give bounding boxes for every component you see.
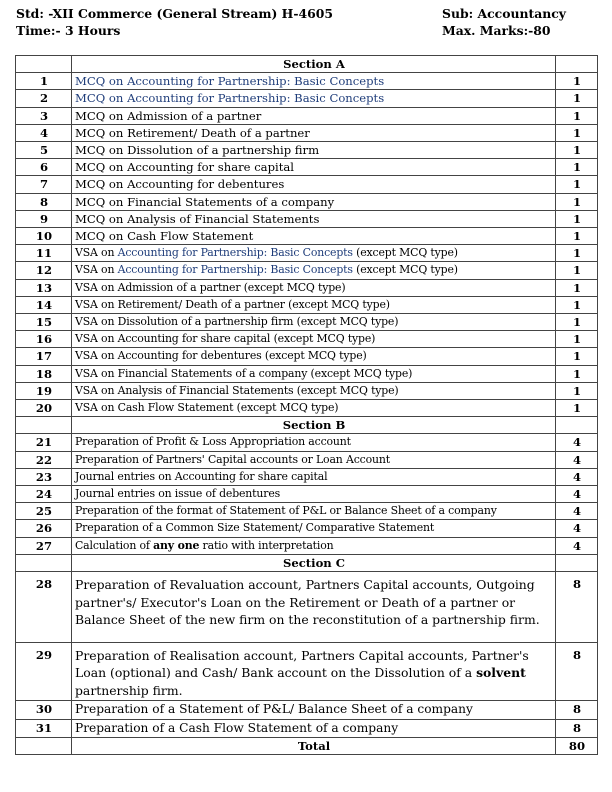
question-description [72, 228, 556, 245]
description-text: VSA on Financial Statements of a company (except MCQ type) [75, 366, 413, 380]
marks-cell: 1 [556, 262, 598, 279]
question-number: 20 [16, 400, 72, 417]
table-row [16, 382, 598, 399]
table-row [16, 142, 598, 159]
table-row [16, 434, 598, 451]
marks-cell: 8 [556, 719, 598, 738]
table-row [16, 520, 598, 537]
table-row [16, 107, 598, 124]
table-row [16, 193, 598, 210]
question-description: Preparation of the format of Statement of P&L or Balance Sheet of a company [72, 503, 556, 520]
total-marks: 80 [556, 738, 598, 755]
question-number: 29 [16, 642, 72, 701]
question-description [72, 642, 556, 701]
table-row [16, 331, 598, 348]
description-text: MCQ on Financial Statements of a company [75, 194, 335, 209]
section-c-heading: Section C [72, 554, 556, 571]
question-description [72, 279, 556, 296]
question-number: 2 [16, 90, 72, 107]
max-marks-label: Max. Marks:-80 [442, 23, 551, 38]
marks-cell: 1 [556, 107, 598, 124]
description-text: VSA on Dissolution of a partnership firm (except MCQ type) [75, 315, 399, 329]
question-description [72, 159, 556, 176]
marks-cell: 1 [556, 124, 598, 141]
question-number: 30 [16, 701, 72, 720]
total-row [16, 738, 598, 755]
question-number: 18 [16, 365, 72, 382]
table-row [16, 486, 598, 503]
question-number: 28 [16, 572, 72, 643]
description-text: VSA on Analysis of Financial Statements (except MCQ type) [75, 383, 399, 397]
total-label: Total [72, 738, 556, 755]
blueprint-table [15, 55, 598, 755]
description-text: VSA on [75, 263, 118, 277]
description-text: MCQ on Dissolution of a partnership firm [75, 143, 320, 158]
marks-cell: 8 [556, 642, 598, 701]
question-description [72, 365, 556, 382]
description-text: MCQ on Analysis of Financial Statements [75, 211, 320, 226]
question-description [72, 314, 556, 331]
subject-label: Sub: Accountancy [442, 6, 566, 21]
question-description [72, 262, 556, 279]
marks-cell: 4 [556, 503, 598, 520]
table-row [16, 537, 598, 554]
question-description: Preparation of Profit & Loss Appropriation account [72, 434, 556, 451]
question-number: 6 [16, 159, 72, 176]
marks-cell: 1 [556, 193, 598, 210]
question-description: Preparation of a Cash Flow Statement of a company [72, 719, 556, 738]
question-number: 14 [16, 296, 72, 313]
question-description: Preparation of a Common Size Statement/ Comparative Statement [72, 520, 556, 537]
marks-cell: 1 [556, 296, 598, 313]
highlighted-topic: MCQ on Accounting for Partnership: Basic Concepts [75, 91, 385, 106]
question-description [72, 210, 556, 227]
empty-cell [16, 738, 72, 755]
question-number: 13 [16, 279, 72, 296]
table-row [16, 400, 598, 417]
table-row [16, 124, 598, 141]
table-row [16, 228, 598, 245]
marks-cell: 1 [556, 176, 598, 193]
time-label: Time:- 3 Hours [16, 23, 121, 38]
section-a-row [16, 56, 598, 73]
marks-cell: 4 [556, 486, 598, 503]
marks-cell: 4 [556, 537, 598, 554]
question-number: 31 [16, 719, 72, 738]
description-text: VSA on Retirement/ Death of a partner (except MCQ type) [75, 297, 390, 311]
question-number: 26 [16, 520, 72, 537]
description-suffix: (except MCQ type) [352, 263, 458, 277]
question-number: 4 [16, 124, 72, 141]
question-number: 8 [16, 193, 72, 210]
table-row [16, 159, 598, 176]
question-number: 5 [16, 142, 72, 159]
question-description [72, 107, 556, 124]
table-row [16, 90, 598, 107]
table-row [16, 451, 598, 468]
question-number: 23 [16, 468, 72, 485]
table-row [16, 262, 598, 279]
description-text: VSA on [75, 246, 118, 260]
question-description [72, 90, 556, 107]
marks-cell: 1 [556, 314, 598, 331]
question-number: 22 [16, 451, 72, 468]
question-description: Journal entries on Accounting for share capital [72, 468, 556, 485]
table-row [16, 348, 598, 365]
description-text: Preparation of Realisation account, Partners Capital accounts, Partner's Loan (optional) and Cash/ Bank account on the Dissolution of a [75, 647, 529, 681]
marks-cell: 4 [556, 520, 598, 537]
question-description [72, 382, 556, 399]
question-number: 21 [16, 434, 72, 451]
highlighted-topic: MCQ on Accounting for Partnership: Basic Concepts [75, 74, 385, 89]
section-c-row [16, 554, 598, 571]
description-suffix: (except MCQ type) [352, 246, 458, 260]
question-description: Journal entries on issue of debentures [72, 486, 556, 503]
question-number: 15 [16, 314, 72, 331]
question-description: Preparation of Partners' Capital accounts or Loan Account [72, 451, 556, 468]
table-row [16, 279, 598, 296]
table-row [16, 503, 598, 520]
description-text: VSA on Accounting for debentures (except MCQ type) [75, 349, 367, 363]
highlighted-topic: Accounting for Partnership: Basic Concepts [117, 263, 353, 277]
question-description [72, 245, 556, 262]
marks-cell: 1 [556, 365, 598, 382]
marks-cell: 4 [556, 434, 598, 451]
question-number: 9 [16, 210, 72, 227]
marks-cell: 8 [556, 572, 598, 643]
question-description [72, 348, 556, 365]
empty-cell [16, 417, 72, 434]
marks-cell: 1 [556, 279, 598, 296]
question-number: 12 [16, 262, 72, 279]
empty-cell [556, 554, 598, 571]
marks-cell: 1 [556, 382, 598, 399]
marks-cell: 1 [556, 90, 598, 107]
question-number: 3 [16, 107, 72, 124]
question-description [72, 296, 556, 313]
question-number: 1 [16, 73, 72, 90]
marks-cell: 1 [556, 228, 598, 245]
question-description [72, 537, 556, 554]
description-text: MCQ on Accounting for share capital [75, 160, 295, 175]
question-number: 16 [16, 331, 72, 348]
section-a-heading: Section A [72, 56, 556, 73]
question-number: 24 [16, 486, 72, 503]
description-suffix: partnership firm. [75, 682, 183, 698]
marks-cell: 1 [556, 73, 598, 90]
table-row [16, 245, 598, 262]
description-text: MCQ on Retirement/ Death of a partner [75, 125, 310, 140]
table-row [16, 642, 598, 701]
emphasis-text: solvent [476, 665, 526, 681]
question-description: Preparation of a Statement of P&L/ Balance Sheet of a company [72, 701, 556, 720]
marks-cell: 1 [556, 400, 598, 417]
table-row [16, 314, 598, 331]
question-number: 19 [16, 382, 72, 399]
table-row [16, 468, 598, 485]
table-row [16, 572, 598, 643]
description-suffix: ratio with interpretation [199, 538, 334, 552]
table-row [16, 719, 598, 738]
question-number: 17 [16, 348, 72, 365]
empty-cell [556, 417, 598, 434]
marks-cell: 4 [556, 451, 598, 468]
question-number: 11 [16, 245, 72, 262]
question-number: 7 [16, 176, 72, 193]
marks-cell: 1 [556, 159, 598, 176]
marks-cell: 1 [556, 245, 598, 262]
section-b-heading: Section B [72, 417, 556, 434]
table-row [16, 701, 598, 720]
table-row [16, 365, 598, 382]
description-text: VSA on Admission of a partner (except MCQ type) [75, 280, 346, 294]
marks-cell: 1 [556, 348, 598, 365]
description-text: MCQ on Admission of a partner [75, 108, 262, 123]
question-description [72, 400, 556, 417]
empty-cell [16, 554, 72, 571]
highlighted-topic: Accounting for Partnership: Basic Concepts [117, 246, 353, 260]
table-row [16, 73, 598, 90]
question-number: 25 [16, 503, 72, 520]
question-description: Preparation of Revaluation account, Partners Capital accounts, Outgoing partner's/ Executor's Loan on the Retirement or Death of a partner or Balance Sheet of the new firm on the reconstitution of a partnership firm. [72, 572, 556, 643]
question-number: 27 [16, 537, 72, 554]
marks-cell: 4 [556, 468, 598, 485]
table-row [16, 210, 598, 227]
emphasis-text: any one [153, 538, 200, 552]
table-row [16, 176, 598, 193]
marks-cell: 1 [556, 210, 598, 227]
standard-label: Std: -XII Commerce (General Stream) H-4605 [16, 6, 334, 21]
question-description [72, 193, 556, 210]
table-row [16, 296, 598, 313]
description-text: MCQ on Cash Flow Statement [75, 229, 254, 244]
description-text: VSA on Cash Flow Statement (except MCQ type) [75, 401, 339, 415]
description-text: MCQ on Accounting for debentures [75, 177, 285, 192]
question-description [72, 176, 556, 193]
description-text: Calculation of [75, 538, 154, 552]
question-description [72, 331, 556, 348]
question-description [72, 142, 556, 159]
marks-cell: 1 [556, 142, 598, 159]
marks-cell: 8 [556, 701, 598, 720]
marks-cell: 1 [556, 331, 598, 348]
description-text: VSA on Accounting for share capital (except MCQ type) [75, 332, 376, 346]
section-b-row [16, 417, 598, 434]
question-description [72, 73, 556, 90]
question-number: 10 [16, 228, 72, 245]
question-description [72, 124, 556, 141]
